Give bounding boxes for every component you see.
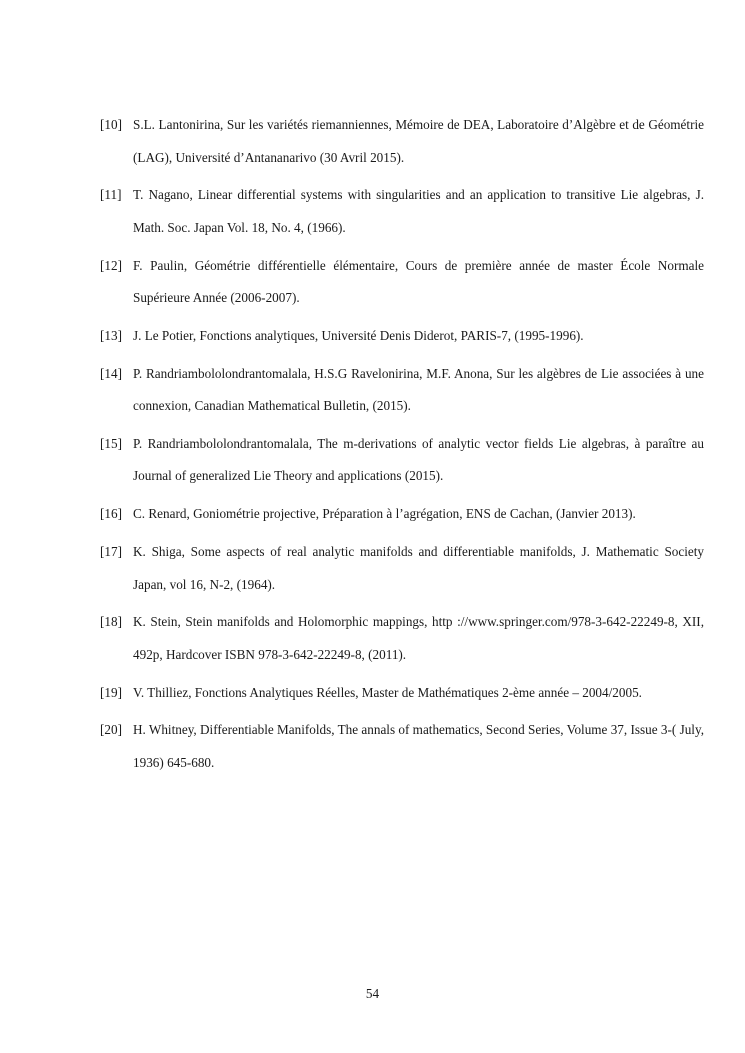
page-number: 54 xyxy=(365,986,380,1001)
reference-text: H. Whitney, Differentiable Manifolds, The annals of mathematics, Second Series, Volume 37, Issue 3-( July, 1936) 645-680. xyxy=(133,722,704,770)
reference-text: J. Le Potier, Fonctions analytiques, Université Denis Diderot, PARIS-7, (1995-1996). xyxy=(133,327,584,343)
reference-text: K. Stein, Stein manifolds and Holomorphic mappings, http ://www.springer.com/978-3-642-22249-8, XII, 492p, Hardcover ISBN 978-3-642-22249-8, (2011). xyxy=(133,614,704,662)
reference-item xyxy=(100,428,704,493)
reference-text: F. Paulin, Géométrie différentielle élémentaire, Cours de première année de master École Normale Supérieure Année (2006-2007). xyxy=(133,257,704,306)
reference-item xyxy=(100,606,704,671)
reference-number: [19] xyxy=(100,684,122,700)
reference-text: K. Shiga, Some aspects of real analytic manifolds and differentiable manifolds, J. Mathematic Society Japan, vol 16, N-2, (1964). xyxy=(133,544,704,592)
reference-number: [11] xyxy=(100,187,122,203)
reference-number: [15] xyxy=(100,435,122,451)
reference-item xyxy=(100,250,704,315)
reference-item xyxy=(100,714,704,779)
reference-text: P. Randriambololondrantomalala, H.S.G Ravelonirina, M.F. Anona, Sur les algèbres de Lie associées à une connexion, Canadian Mathematical Bulletin, (2015). xyxy=(133,365,704,414)
reference-item xyxy=(100,109,704,174)
reference-item xyxy=(100,677,704,710)
reference-list xyxy=(100,109,704,785)
reference-item xyxy=(100,498,704,531)
reference-text: P. Randriambololondrantomalala, The m-derivations of analytic vector fields Lie algebras, à paraître au Journal of generalized Lie Theory and applications (2015). xyxy=(133,435,704,484)
reference-number: [18] xyxy=(100,614,122,630)
reference-number: [12] xyxy=(100,257,122,273)
reference-number: [10] xyxy=(100,117,122,132)
reference-text: T. Nagano, Linear differential systems with singularities and an application to transitive Lie algebras, J. Math. Soc. Japan Vol. 18, No. 4, (1966). xyxy=(133,187,704,235)
reference-number: [14] xyxy=(100,365,122,381)
reference-item xyxy=(100,358,704,423)
reference-number: [13] xyxy=(100,327,122,343)
reference-number: [16] xyxy=(100,506,122,522)
reference-text: S.L. Lantonirina, Sur les variétés riemanniennes, Mémoire de DEA, Laboratoire d’Algèbre et de Géométrie (LAG), Université d’Antananarivo (30 Avril 2015). xyxy=(133,117,704,165)
reference-item xyxy=(100,179,704,244)
reference-number: [20] xyxy=(100,722,122,738)
reference-text: V. Thilliez, Fonctions Analytiques Réelles, Master de Mathématiques 2-ème année – 2004/2005. xyxy=(133,684,642,700)
reference-text: C. Renard, Goniométrie projective, Préparation à l’agrégation, ENS de Cachan, (Janvier 2013). xyxy=(133,506,636,522)
reference-number: [17] xyxy=(100,544,122,560)
reference-item xyxy=(100,536,704,601)
reference-item xyxy=(100,320,704,353)
